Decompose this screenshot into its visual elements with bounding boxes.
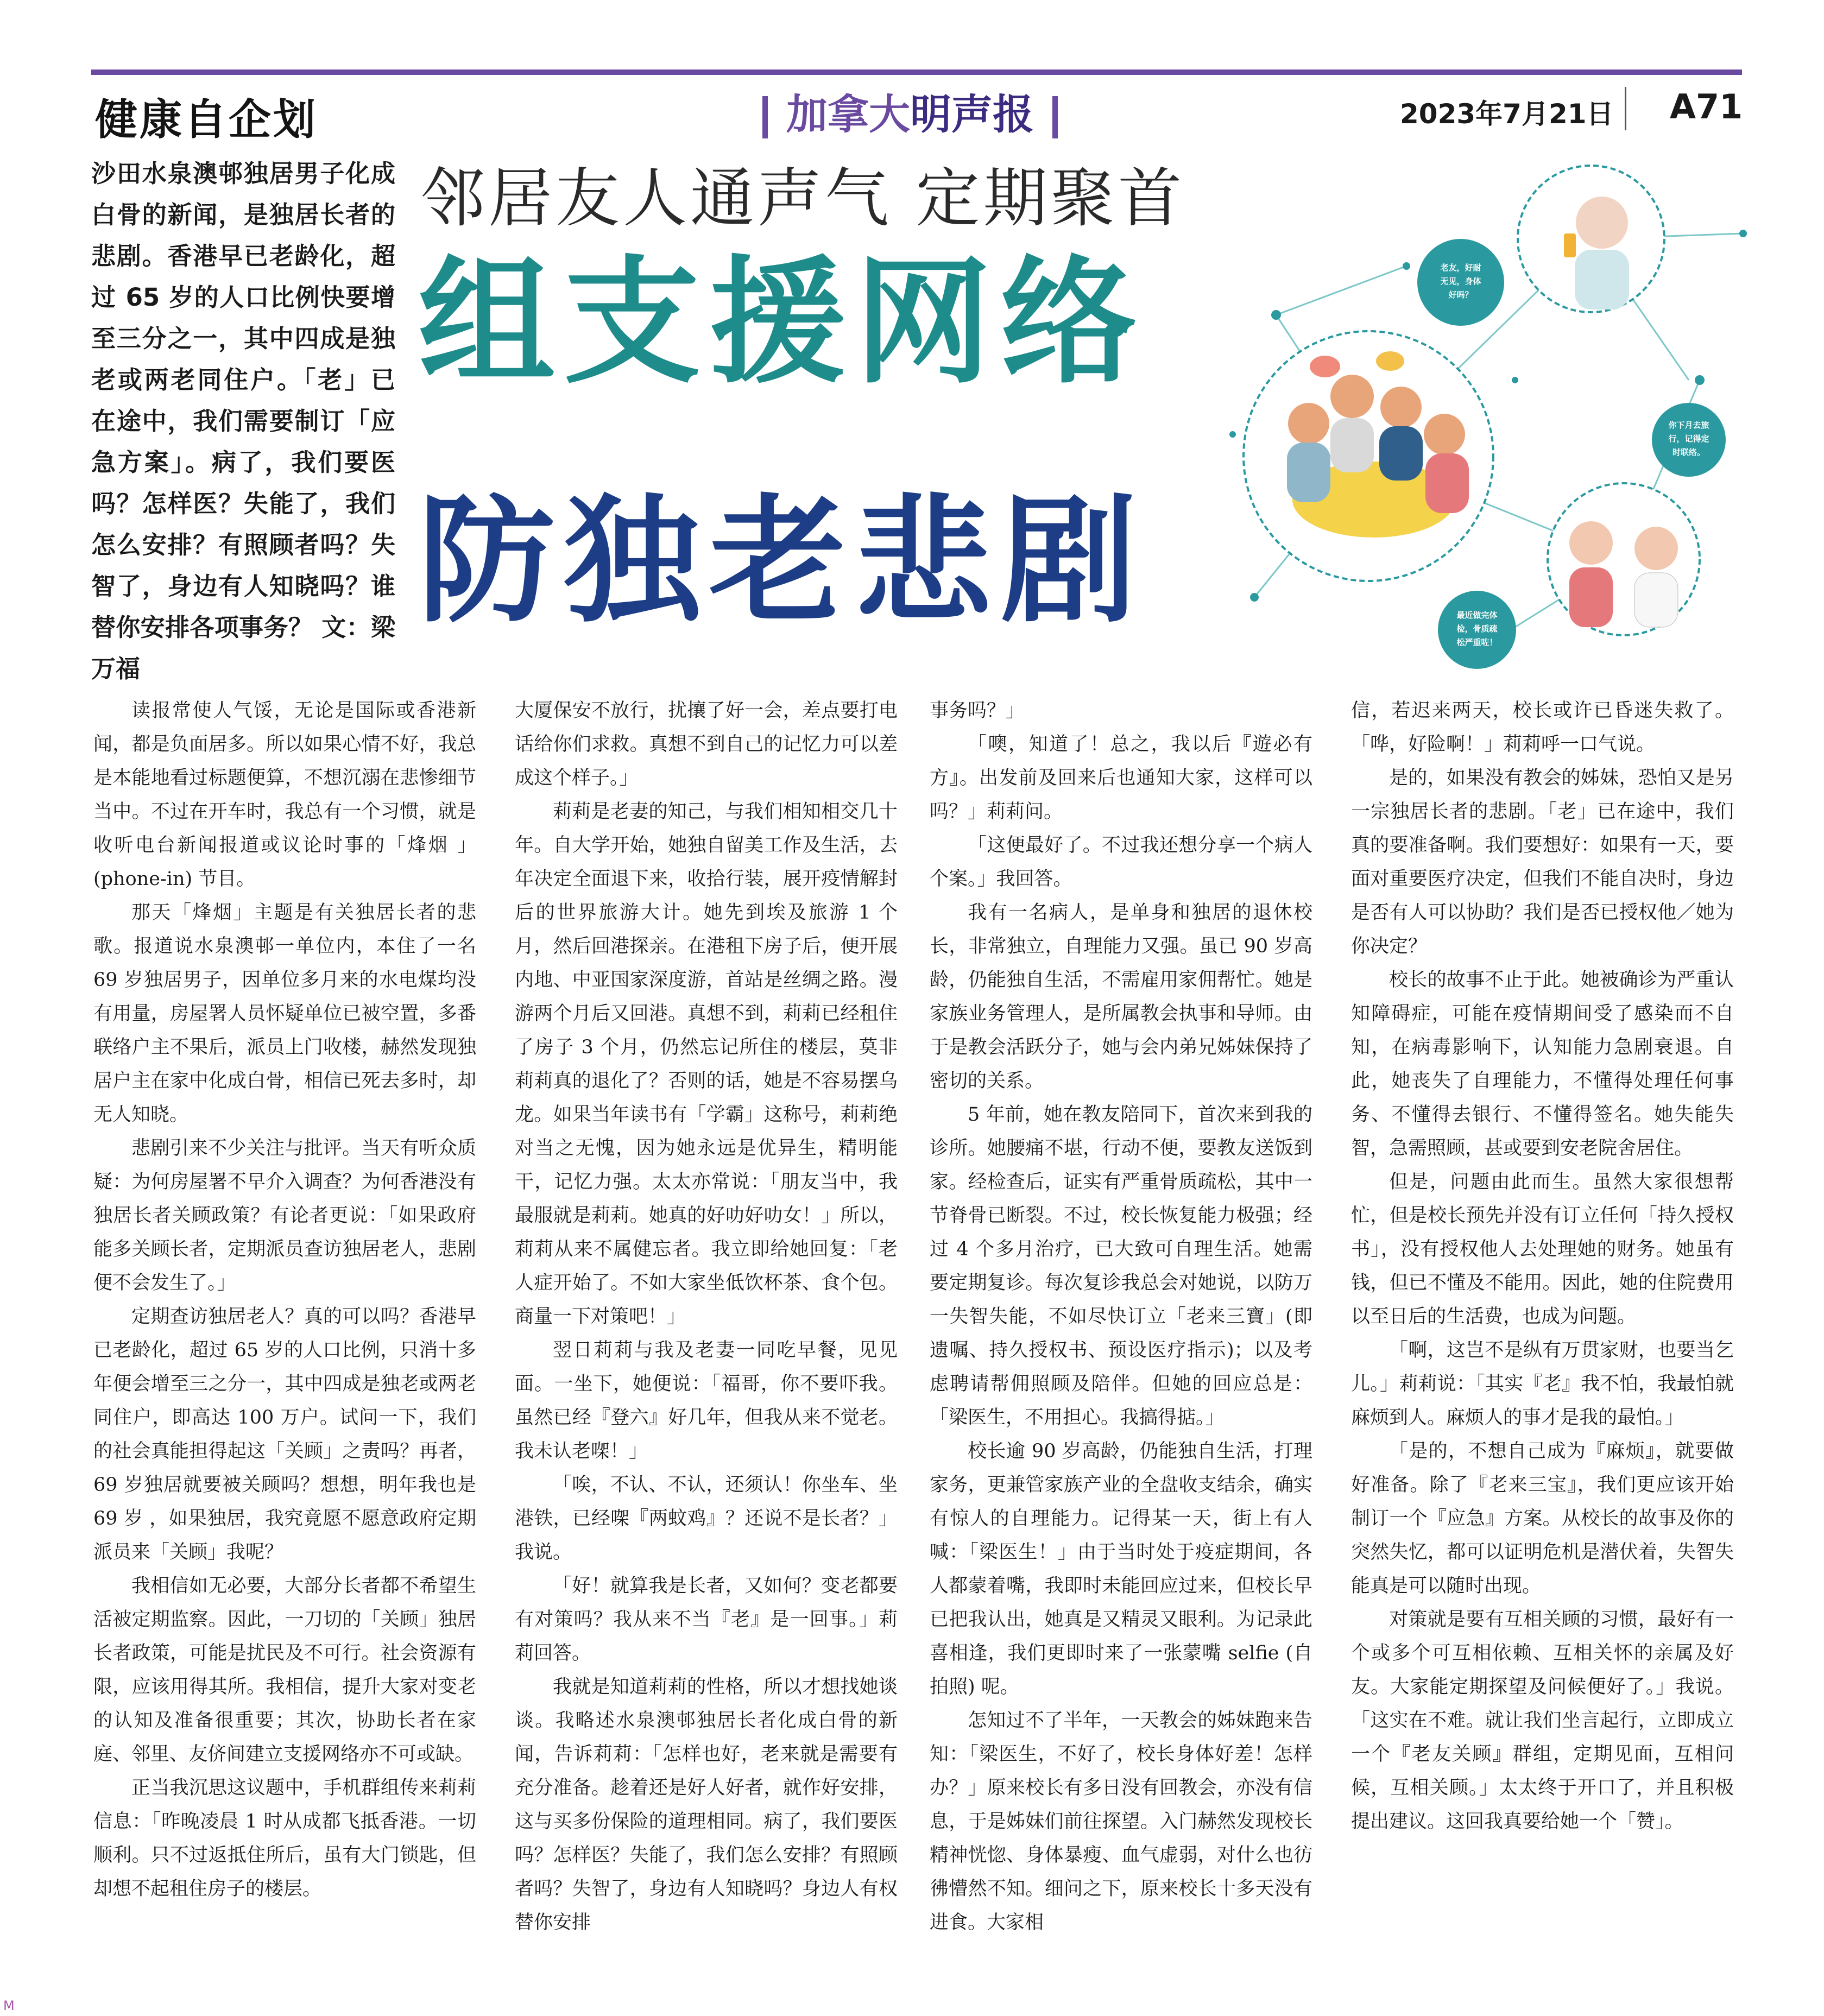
bubble-3 (1438, 591, 1516, 669)
lead-paragraph: 沙田水泉澳邨独居男子化成白骨的新闻，是独居长者的悲剧。香港早已老龄化，超过 65 岁的人口比例快要增至三分之一，其中四成是独老或两老同住户。「老」已在途中，我们需要制订「应急方案」。病了，我们要医吗？怎样医？失能了，我们怎么安排？有照顾者吗？失智了，身边有人知晓吗？谁替你安排各项事务？ 文：梁万福 (91, 159, 395, 683)
section-title: 健康自企划 (95, 95, 318, 144)
top-rule (91, 69, 1742, 75)
paragraph: 我有一名病人，是单身和独居的退休校长，非常独立，自理能力又强。虽已 90 岁高龄，仍能独自生活，不需雇用家佣帮忙。她是家族业务管理人，是所属教会执事和导师。由于是教会活跃分子，她与会内弟兄姊妹保持了密切的关系。 (930, 902, 1312, 1092)
bubble-2 (1652, 403, 1726, 477)
paragraph: 那天「烽烟」主题是有关独居长者的悲歌。报道说水泉澳邨一单位内，本住了一名 69 岁独居男子，因单位多月来的水电煤均没有用量，房屋署人员怀疑单位已被空置，多番联络户主不果后，派员上门收楼，赫然发现独居户主在家中化成白骨，相信已死去多时，却无人知晓。 (93, 902, 476, 1126)
paragraph: 事务吗？」 (930, 700, 1025, 722)
paragraph: 「这便最好了。不过我还想分享一个病人个案。」我回答。 (930, 835, 1312, 890)
bubble-3-line-1: 最近做完体 (1456, 610, 1498, 620)
paragraph: 正当我沉思这议题中，手机群组传来莉莉信息：「昨晚凌晨 1 时从成都飞抵香港。一切顺利。只不过返抵住所后，虽有大门锁匙，但却想不起租住房子的楼层。 (93, 1777, 476, 1900)
paragraph: 定期查访独居老人？真的可以吗？香港早已老龄化，超过 65 岁的人口比例，只消十多年便会增至三之分一，其中四成是独老或两老同住户，即高达 100 万户。试问一下，我们的社会真能担得起这「关顾」之责吗？再者，69 岁独居就要被关顾吗？想想，明年我也是 69 岁 ，如果独居，我究竟愿不愿意政府定期派员来「关顾」我呢？ (93, 1306, 476, 1563)
support-network-illustration (1211, 152, 1754, 673)
paragraph: 翌日莉莉与我及老妻一同吃早餐，见见面。一坐下，她便说：「福哥，你不要吓我。虽然已经『登六』好几年，但我从来不觉老。我未认老㗎！」 (515, 1339, 898, 1462)
article-column-2 (515, 694, 898, 2008)
subheadline: 邻居友人通声气 定期聚首 (421, 161, 1185, 236)
page-number: A71 (1670, 87, 1743, 127)
paragraph: 「噢，知道了！总之，我以后『遊必有方』。出发前及回来后也通知大家，这样可以吗？」莉莉问。 (930, 734, 1312, 823)
article-column-4 (1351, 694, 1734, 2008)
bubble-3-line-3: 松严重咗！ (1456, 637, 1498, 647)
bubble-2-line-1: 你下月去旅 (1668, 420, 1709, 430)
paragraph: 莉莉是老妻的知己，与我们相知相交几十年。自大学开始，她独自留美工作及生活，去年决定全面退下来，收拾行装，展开疫情解封后的世界旅游大计。她先到埃及旅游 1 个月，然后回港探亲。在港租下房子后，便开展内地、中亚国家深度游，首站是丝绸之路。漫游两个月后又回港。真想不到，莉莉已经租住了房子 3 个月，仍然忘记所住的楼层，莫非莉莉真的退化了？否则的话，她是不容易摆乌龙。如果当年读书有「学霸」这称号，莉莉绝对当之无愧，因为她永远是优异生，精明能干，记忆力强。太太亦常说：「朋友当中，我最服就是莉莉。她真的好叻好叻女！」所以，莉莉从来不属健忘者。我立即给她回复：「老人症开始了。不如大家坐低饮杯茶、食个包。商量一下对策吧！」 (515, 801, 898, 1328)
bubble-1 (1417, 239, 1504, 326)
masthead-prefix: 加拿大 (786, 90, 910, 138)
masthead-bar-right (1052, 96, 1058, 138)
bubble-2-line-2: 行，记得定 (1668, 434, 1709, 444)
header-separator (1625, 87, 1626, 130)
paragraph: 读报常使人气馁，无论是国际或香港新闻，都是负面居多。所以如果心情不好，我总是本能地看过标题便算，不想沉溺在悲惨细节当中。不过在开车时，我总有一个习惯，就是收听电台新闻报道或议论时事的「烽烟 」(phone-in) 节目。 (93, 700, 476, 890)
bubble-2-line-3: 时联络。 (1672, 447, 1706, 457)
paragraph: 但是，问题由此而生。虽然大家很想帮忙，但是校长预先并没有订立任何「持久授权书」，没有授权他人去处理她的财务。她虽有钱，但已不懂及不能用。因此，她的住院费用以至日后的生活费，也成为问题。 (1351, 1171, 1734, 1328)
issue-date: 2023年7月21日 (1400, 98, 1614, 130)
article-column-1 (93, 694, 476, 2008)
paragraph: 5 年前，她在教友陪同下，首次来到我的诊所。她腰痛不堪，行动不便，要教友送饭到家。经检查后，证实有严重骨质疏松，其中一节脊骨已断裂。不过，校长恢复能力极强；经过 4 个多月治疗，已大致可自理生活。她需要定期复诊。每次复诊我总会对她说，以防万一失智失能，不如尽快订立「老来三寶」(即遗嘱、持久授权书、预设医疗指示)；以及考虑聘请帮佣照顾及陪伴。但她的回应总是：「梁医生，不用担心。我搞得掂。」 (930, 1104, 1312, 1429)
phone-caller (1576, 197, 1628, 249)
paragraph: 「好！就算我是长者，又如何？变老都要有对策吗？我从来不当『老』是一回事。」莉莉回答。 (515, 1575, 898, 1664)
bubble-1-line-2: 无见，身体 (1440, 276, 1481, 286)
paragraph: 「唉，不认、不认，还须认！你坐车、坐港铁，已经㗎『两蚊鸡』？还说不是长者？」我说。 (515, 1474, 898, 1563)
paragraph: 对策就是要有互相关顾的习惯，最好有一个或多个可互相依赖、互相关怀的亲属及好友。大家能定期探望及问候便好了。」我说。「这实在不难。就让我们坐言起行，立即成立一个『老友关顾』群组，定期见面，互相问候，互相关顾。」太太终于开口了，并且积极提出建议。这回我真要给她一个「赞」。 (1351, 1609, 1734, 1832)
paragraph: 我就是知道莉莉的性格，所以才想找她谈谈。我略述水泉澳邨独居长者化成白骨的新闻，告诉莉莉：「怎样也好，老来就是需要有充分准备。趁着还是好人好者，就作好安排，这与买多份保险的道理相同。病了，我们要医吗？怎样医？失能了，我们怎么安排？有照顾者吗？失智了，身边有人知晓吗？身边人有权替你安排 (515, 1676, 898, 1933)
patient (1569, 521, 1613, 565)
paragraph: 怎知过不了半年，一天教会的姊妹跑来告知：「梁医生，不好了，校长身体好差！怎样办？」原来校长有多日没有回教会，亦没有信息，于是姊妹们前往探望。入门赫然发现校长精神恍惚、身体暴瘦、血气虚弱，对什么也彷彿懵然不知。细问之下，原来校长十多天没有进食。大家相 (930, 1710, 1312, 1933)
headline-line-1: 组支援网络 (418, 243, 1146, 402)
masthead-name: 明声报 (910, 90, 1034, 138)
paragraph: 「啊，这岂不是纵有万贯家财，也要当乞儿。」莉莉说：「其实『老』我不怕，我最怕就麻烦到人。麻烦人的事才是我的最怕。」 (1351, 1339, 1734, 1429)
paragraph: 校长逾 90 岁高龄，仍能独自生活，打理家务，更兼管家族产业的全盘收支结余，确实有惊人的自理能力。记得某一天，街上有人喊：「梁医生！」由于当时处于疫症期间，各人都蒙着嘴，我即时未能回应过来，但校长早已把我认出，她真是又精灵又眼利。为记录此喜相逢，我们更即时来了一张蒙嘴 selfie (自拍照) 呢。 (930, 1440, 1312, 1698)
paragraph: 校长的故事不止于此。她被确诊为严重认知障碍症，可能在疫情期间受了感染而不自知，在病毒影响下，认知能力急剧衰退。自此，她丧失了自理能力，不懂得处理任何事务、不懂得去银行、不懂得签名。她失能失智，急需照顾，甚或要到安老院舍居住。 (1351, 969, 1734, 1159)
bubble-3-line-2: 检，骨质疏 (1456, 624, 1498, 634)
paragraph: 大厦保安不放行，扰攘了好一会，差点要打电话给你们求救。真想不到自己的记忆力可以差成这个样子。」 (515, 700, 898, 789)
paragraph: 「是的，不想自己成为『麻烦』，就要做好准备。除了『老来三宝』，我们更应该开始制订一个『应急』方案。从校长的故事及你的突然失忆，都可以证明危机是潜伏着，失智失能真是可以随时出现。 (1351, 1440, 1734, 1597)
masthead-bar-left (762, 96, 768, 138)
doctor (1634, 527, 1678, 570)
paragraph: 悲剧引来不少关注与批评。当天有听众质疑：为何房屋署不早介入调查？为何香港没有独居长者关顾政策？有论者更说：「如果政府能多关顾长者，定期派员查访独居老人，悲剧便不会发生了。」 (93, 1137, 476, 1294)
paragraph: 我相信如无必要，大部分长者都不希望生活被定期监察。因此，一刀切的「关顾」独居长者政策，可能是扰民及不可行。社会资源有限，应该用得其所。我相信，提升大家对变老的认知及准备很重要；其次，协助长者在家庭、邻里、友侪间建立支援网络亦不可或缺。 (93, 1575, 476, 1765)
paragraph: 信，若迟来两天，校长或许已昏迷失救了。「哗，好险啊！」莉莉呼一口气说。 (1351, 700, 1734, 755)
headline-line-2: 防独老悲剧 (418, 482, 1146, 641)
bubble-1-line-3: 好吗？ (1448, 290, 1473, 300)
masthead (744, 81, 1076, 141)
footer-mark: M (3, 1998, 15, 2013)
article-column-3 (930, 694, 1312, 2008)
bubble-1-line-1: 老友，好耐 (1440, 263, 1481, 273)
paragraph: 是的，如果没有教会的姊妹，恐怕又是另一宗独居长者的悲剧。「老」已在途中，我们真的要准备啊。我们要想好：如果有一天，要面对重要医疗决定，但我们不能自决时，身边是否有人可以协助？我们是否已授权他／她为你决定？ (1351, 767, 1734, 957)
